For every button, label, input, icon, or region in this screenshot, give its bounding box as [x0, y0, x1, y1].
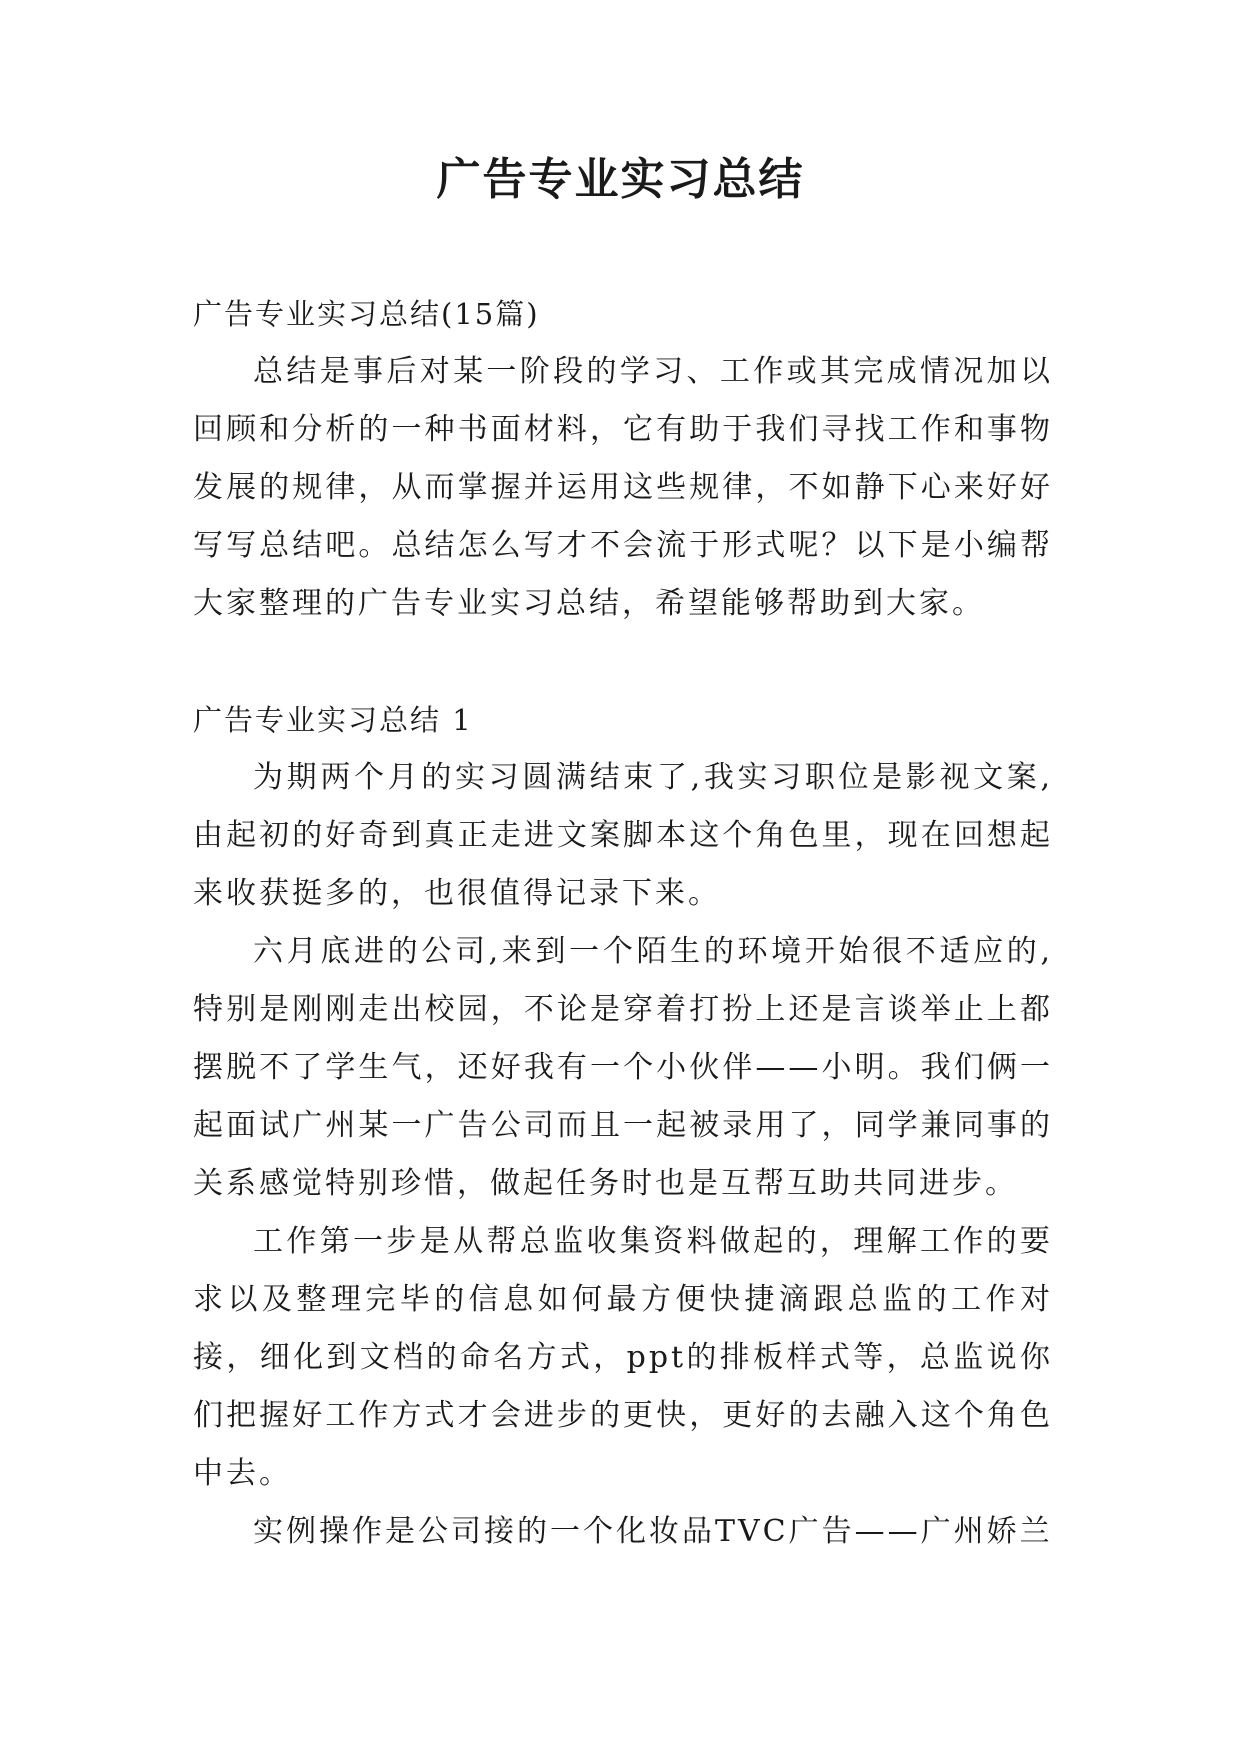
intro-heading: 广告专业实习总结(15篇) — [193, 297, 540, 331]
section-heading: 广告专业实习总结 1 — [193, 703, 473, 737]
intro-paragraph: 总结是事后对某一阶段的学习、工作或其完成情况加以回顾和分析的一种书面材料，它有助于我们寻找工作和事物发展的规律，从而掌握并运用这些规律，不如静下心来好好写写总结吧。总结怎么写才不会流于形式呢？以下是小编帮大家整理的广告专业实习总结，希望能够帮助到大家。 — [193, 354, 1053, 621]
document-title: 广告专业实习总结 — [436, 154, 805, 205]
body-paragraph: 实例操作是公司接的一个化妆品TVC广告——广州娇兰 — [253, 1514, 1053, 1549]
section-spacer — [193, 633, 1053, 691]
body-paragraph: 六月底进的公司,来到一个陌生的环境开始很不适应的,特别是刚刚走出校园，不论是穿着打扮上还是言谈举止上都摆脱不了学生气，还好我有一个小伙伴——小明。我们俩一起面试广州某一广告公司而且一起被录用了，同学兼同事的关系感觉特别珍惜，做起任务时也是互帮互助共同进步。 — [193, 934, 1053, 1201]
body-paragraph: 为期两个月的实习圆满结束了,我实习职位是影视文案,由起初的好奇到真正走进文案脚本这个角色里，现在回想起来收获挺多的，也很值得记录下来。 — [193, 760, 1053, 911]
body-paragraph: 工作第一步是从帮总监收集资料做起的，理解工作的要求以及整理完毕的信息如何最方便快捷滴跟总监的工作对接，细化到文档的命名方式，ppt的排板样式等，总监说你们把握好工作方式才会进步的更快，更好的去融入这个角色中去。 — [193, 1224, 1053, 1491]
document-body — [193, 285, 1053, 1561]
